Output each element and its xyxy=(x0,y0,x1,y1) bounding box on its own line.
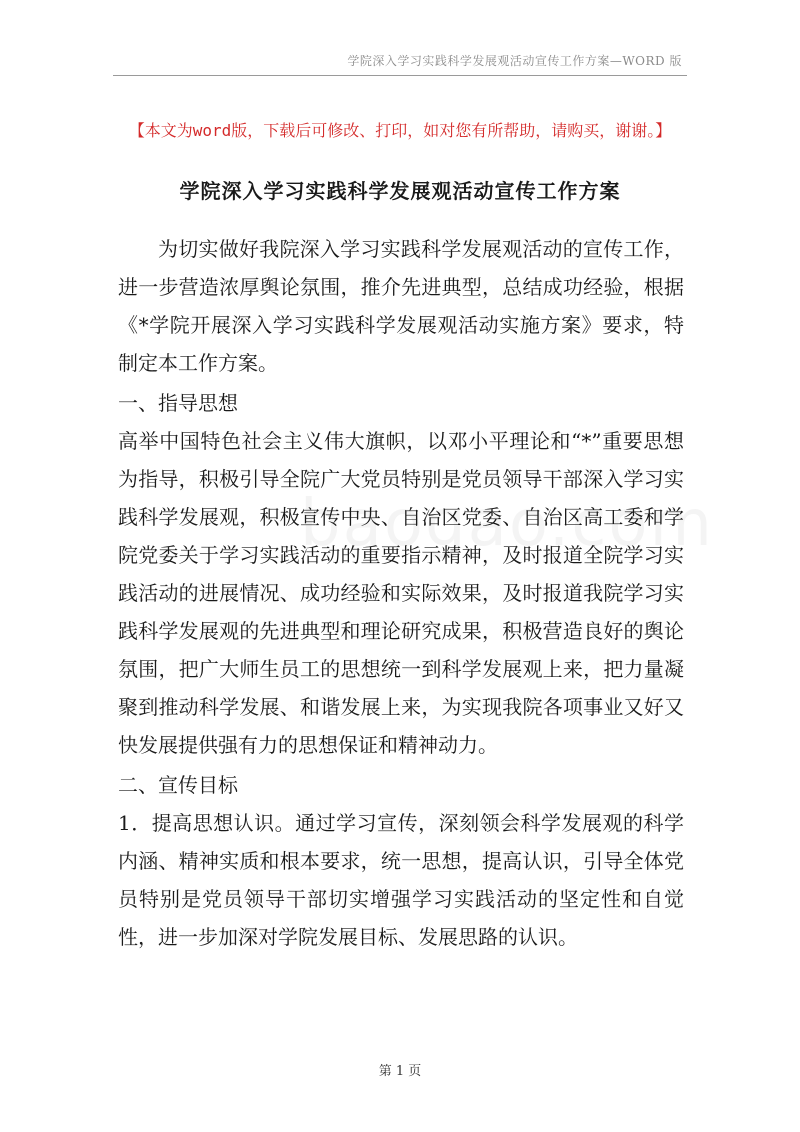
intro-paragraph: 为切实做好我院深入学习实践科学发展观活动的宣传工作，进一步营造浓厚舆论氛围，推介先进典型，总结成功经验，根据《*学院开展深入学习实践科学发展观活动实施方案》要求，特制定本工作方案。 xyxy=(118,237,684,375)
document-title: 学院深入学习实践科学发展观活动宣传工作方案 xyxy=(179,179,621,203)
download-notice: 【本文为word版，下载后可修改、打印，如对您有所帮助，请购买，谢谢。】 xyxy=(128,121,672,140)
page-number: 第 1 页 xyxy=(378,1064,422,1079)
running-header: 学院深入学习实践科学发展观活动宣传工作方案—WORD 版 xyxy=(347,54,682,68)
guiding-ideology-paragraph: 高举中国特色社会主义伟大旗帜，以邓小平理论和“*”重要思想为指导，积极引导全院广大党员特别是党员领导干部深入学习实践科学发展观，积极宣传中央、自治区党委、自治区高工委和学院党委关于学习实践活动的重要指示精神，及时报道全院学习实践活动的进展情况、成功经验和实际效果，及时报道我院学习实践科学发展观的先进典型和理论研究成果，积极营造良好的舆论氛围，把广大师生员工的思想统一到科学发展观上来，把力量凝聚到推动科学发展、和谐发展上来，为实现我院各项事业又好又快发展提供强有力的思想保证和精神动力。 xyxy=(118,429,684,757)
goal-1-paragraph: 1．提高思想认识。通过学习宣传，深刻领会科学发展观的科学内涵、精神实质和根本要求，统一思想，提高认识，引导全体党员特别是党员领导干部切实增强学习实践活动的坚定性和自觉性，进一步加深对学院发展目标、发展思路的认识。 xyxy=(118,811,684,949)
document-body xyxy=(118,230,684,956)
section-heading-guiding-ideology: 一、指导思想 xyxy=(118,391,238,415)
section-heading-publicity-goals: 二、宣传目标 xyxy=(118,773,238,797)
header-divider xyxy=(113,75,687,76)
